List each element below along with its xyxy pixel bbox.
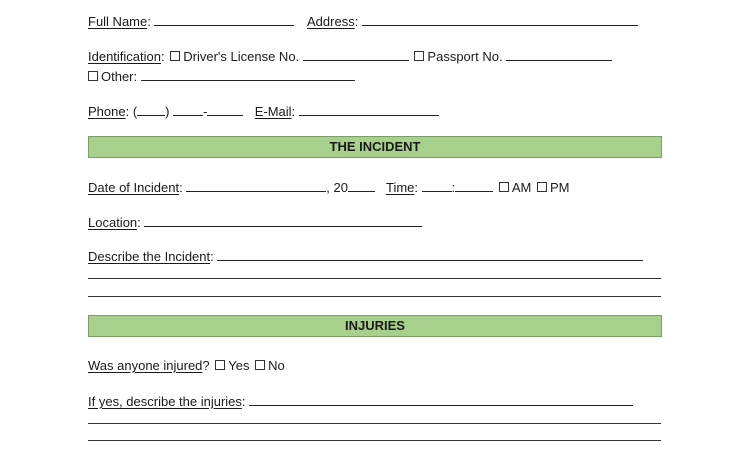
describe-injuries-field[interactable] <box>249 392 633 406</box>
drivers-license-label: Driver's License No. <box>183 49 300 64</box>
full-name-label: Full Name <box>88 14 148 29</box>
phone-area-code-field[interactable] <box>137 102 165 116</box>
describe-injuries-line[interactable] <box>88 440 661 441</box>
date-of-incident-label: Date of Incident <box>88 180 180 195</box>
identification-label: Identification <box>88 49 161 64</box>
pm-checkbox[interactable] <box>537 182 547 192</box>
passport-field[interactable] <box>506 47 612 61</box>
describe-incident-line[interactable] <box>88 278 661 279</box>
phone-line-field[interactable] <box>207 102 243 116</box>
address-label: Address <box>307 14 355 29</box>
time-hour-field[interactable] <box>422 178 452 192</box>
incident-section-header: THE INCIDENT <box>88 136 662 158</box>
injuries-section-header: INJURIES <box>88 315 662 337</box>
time-minute-field[interactable] <box>455 178 493 192</box>
phone-prefix-field[interactable] <box>173 102 203 116</box>
full-name-field[interactable] <box>154 12 294 26</box>
injured-yes-checkbox[interactable] <box>215 360 225 370</box>
drivers-license-checkbox[interactable] <box>170 51 180 61</box>
other-id-row <box>88 67 355 85</box>
describe-incident-label: Describe the Incident <box>88 249 211 264</box>
am-checkbox[interactable] <box>499 182 509 192</box>
injured-no-label: No <box>268 358 285 373</box>
location-field[interactable] <box>144 213 422 227</box>
date-of-incident-field[interactable] <box>186 178 326 192</box>
injured-question-label: Was anyone injured <box>88 358 203 373</box>
incident-date-row: Date of Incident: , 20 Time: : AM PM <box>88 180 570 195</box>
drivers-license-field[interactable] <box>303 47 409 61</box>
email-label: E-Mail <box>254 104 292 119</box>
other-id-label: Other: <box>101 69 138 84</box>
other-id-field[interactable] <box>141 67 355 81</box>
address-field[interactable] <box>362 12 638 26</box>
am-label: AM <box>511 180 532 195</box>
year-field[interactable] <box>348 178 375 192</box>
pm-label: PM <box>550 180 570 195</box>
passport-checkbox[interactable] <box>414 51 424 61</box>
describe-incident-field[interactable] <box>217 247 643 261</box>
email-field[interactable] <box>299 102 439 116</box>
passport-label: Passport No. <box>427 49 503 64</box>
other-id-checkbox[interactable] <box>88 71 98 81</box>
phone-row: Phone: ( ) - E-Mail: <box>88 102 439 120</box>
injured-yes-label: Yes <box>228 358 250 373</box>
injured-question-row: Was anyone injured? Yes No <box>88 358 285 373</box>
full-name-row: Full Name: Address: <box>88 12 638 30</box>
year-prefix: , 20 <box>326 180 348 195</box>
location-label: Location <box>88 215 138 230</box>
identification-row: Identification: Driver's License No. Passport No. <box>88 47 612 65</box>
phone-label: Phone <box>88 104 126 119</box>
location-row: Location: <box>88 213 422 231</box>
describe-injuries-row: If yes, describe the injuries: <box>88 392 633 410</box>
time-label: Time <box>386 180 415 195</box>
describe-injuries-line[interactable] <box>88 423 661 424</box>
describe-injuries-label: If yes, describe the injuries <box>88 394 242 409</box>
describe-incident-row: Describe the Incident: <box>88 247 643 265</box>
describe-incident-line[interactable] <box>88 296 661 297</box>
injured-no-checkbox[interactable] <box>255 360 265 370</box>
